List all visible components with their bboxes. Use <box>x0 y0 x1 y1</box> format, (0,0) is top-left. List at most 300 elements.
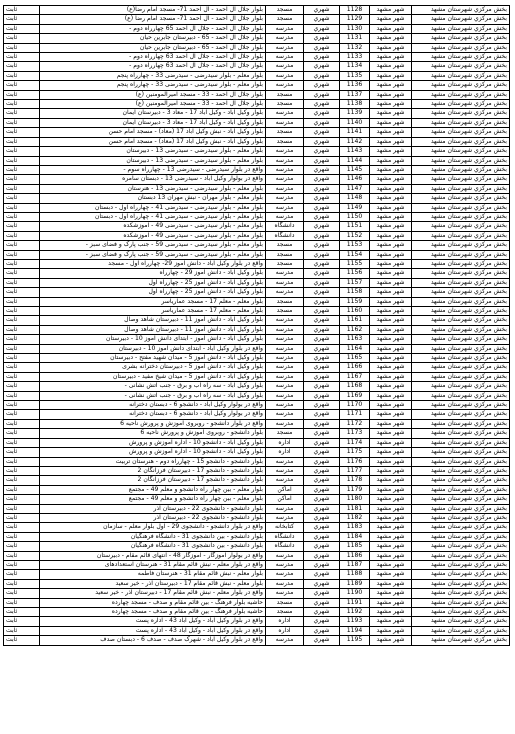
type-cell: مدرسه <box>266 24 304 33</box>
type-cell: مدرسه <box>266 269 304 278</box>
table-row <box>4 241 510 250</box>
address-cell: واقع در بلوار وکیل آباد - ابتدای دانش آموز 10 - دبیرستان <box>40 344 266 353</box>
area-cell: شهري <box>304 288 340 297</box>
code-cell: 1159 <box>340 297 370 306</box>
area-cell: شهري <box>304 307 340 316</box>
table-row <box>4 513 510 522</box>
address-cell: بلوار جلال آل احمد - آل احمد 71- مسجد امام رضا (ع) <box>40 15 266 24</box>
code-cell: 1130 <box>340 24 370 33</box>
type-cell: مدرسه <box>266 579 304 588</box>
table-row <box>4 495 510 504</box>
table-row <box>4 53 510 62</box>
address-cell: بلوار وکیل آباد - وکیل آباد 17 - معاد 3 - دبیرستان ایمان <box>40 118 266 127</box>
status-cell: ثابت <box>4 71 40 80</box>
area-cell: شهري <box>304 156 340 165</box>
address-cell: واقع در بولوار وکیل آباد - دانشجو 6 - دبستان دخترانه <box>40 401 266 410</box>
code-cell: 1173 <box>340 429 370 438</box>
area-cell: شهري <box>304 448 340 457</box>
area-cell: شهري <box>304 212 340 221</box>
table-row <box>4 90 510 99</box>
status-cell: ثابت <box>4 636 40 645</box>
table-row <box>4 391 510 400</box>
table-row <box>4 617 510 626</box>
city-cell: شهر مشهد <box>370 269 412 278</box>
table-row <box>4 636 510 645</box>
address-cell: بلوار وکیل آباد - دانش آموز 11 - دبیرستان شاهد وصال <box>40 325 266 334</box>
address-cell: حاشیه بلوار فرهنگ - بین قائم مقام و صدف - مسجد چهارده <box>40 598 266 607</box>
district-cell: بخش مرکزي شهرستان مشهد <box>412 523 510 532</box>
code-cell: 1167 <box>340 372 370 381</box>
city-cell: شهر مشهد <box>370 344 412 353</box>
type-cell: مدرسه <box>266 325 304 334</box>
address-cell: بلوار معلم - بلوار سیدرضی - سیدرضی 13 - دبیرستان <box>40 147 266 156</box>
address-cell: بلوار معلم - بلوار سیدرضی - سیدرضی 59 - جنب پارک و فضای سبز - <box>40 241 266 250</box>
table-row <box>4 278 510 287</box>
status-cell: ثابت <box>4 438 40 447</box>
city-cell: شهر مشهد <box>370 626 412 635</box>
district-cell: بخش مرکزي شهرستان مشهد <box>412 589 510 598</box>
status-cell: ثابت <box>4 335 40 344</box>
address-cell: واقع در بلوار دانشجو - دانشجوی 29 - اول بلوار معلم - سازمان <box>40 523 266 532</box>
district-cell: بخش مرکزي شهرستان مشهد <box>412 297 510 306</box>
district-cell: بخش مرکزي شهرستان مشهد <box>412 24 510 33</box>
city-cell: شهر مشهد <box>370 175 412 184</box>
city-cell: شهر مشهد <box>370 147 412 156</box>
district-cell: بخش مرکزي شهرستان مشهد <box>412 504 510 513</box>
table-row <box>4 626 510 635</box>
city-cell: شهر مشهد <box>370 278 412 287</box>
district-cell: بخش مرکزي شهرستان مشهد <box>412 194 510 203</box>
type-cell: مدرسه <box>266 560 304 569</box>
table-row <box>4 335 510 344</box>
address-cell: بلوار وکیل آباد - نبش وکیل آباد 17 (معاد) - مسجد امام حسن <box>40 128 266 137</box>
district-cell: بخش مرکزي شهرستان مشهد <box>412 335 510 344</box>
address-cell: بلوار معلم - بلوار سیدرضی - سیدرضی 59 - جنب پارک و فضای سبز - <box>40 250 266 259</box>
district-cell: بخش مرکزي شهرستان مشهد <box>412 457 510 466</box>
city-cell: شهر مشهد <box>370 495 412 504</box>
area-cell: شهري <box>304 259 340 268</box>
table-row <box>4 438 510 447</box>
area-cell: شهري <box>304 71 340 80</box>
area-cell: شهري <box>304 382 340 391</box>
address-cell: بلوار دانشجو - دانشجو 17 - دبیرستان فرزانگان 2 <box>40 476 266 485</box>
type-cell: مسجد <box>266 90 304 99</box>
code-cell: 1138 <box>340 100 370 109</box>
code-cell: 1145 <box>340 165 370 174</box>
city-cell: شهر مشهد <box>370 288 412 297</box>
type-cell: مسجد <box>266 6 304 15</box>
city-cell: شهر مشهد <box>370 325 412 334</box>
area-cell: شهري <box>304 523 340 532</box>
table-row <box>4 344 510 353</box>
address-cell: واقع در بلوار دانشجو - روبروی آموزش و پرورش ناحیه 6 <box>40 419 266 428</box>
status-cell: ثابت <box>4 523 40 532</box>
type-cell: دانشگاه <box>266 542 304 551</box>
code-cell: 1168 <box>340 382 370 391</box>
address-cell: بلوار معلم - بلوار سیدرضی - سیدرضی 33 - چهارراه پنجم <box>40 81 266 90</box>
type-cell: مدرسه <box>266 551 304 560</box>
city-cell: شهر مشهد <box>370 579 412 588</box>
address-cell: بلوار معلم - بلوار سیدرضی - سیدرضی 13 - هنرستان <box>40 184 266 193</box>
district-cell: بخش مرکزي شهرستان مشهد <box>412 391 510 400</box>
city-cell: شهر مشهد <box>370 485 412 494</box>
status-cell: ثابت <box>4 147 40 156</box>
type-cell: مدرسه <box>266 363 304 372</box>
status-cell: ثابت <box>4 212 40 221</box>
status-cell: ثابت <box>4 598 40 607</box>
type-cell: مدرسه <box>266 147 304 156</box>
city-cell: شهر مشهد <box>370 589 412 598</box>
district-cell: بخش مرکزي شهرستان مشهد <box>412 608 510 617</box>
area-cell: شهري <box>304 6 340 15</box>
code-cell: 1149 <box>340 203 370 212</box>
table-row <box>4 118 510 127</box>
address-cell: بلوار وکیل آباد - دانش آموز - ابتدای دانش آموز 10 - دبیرستان <box>40 335 266 344</box>
code-cell: 1190 <box>340 589 370 598</box>
address-cell: واقع در بلوار معلم - نبش قائم مقام 17 - دبیرستان آذر - خیر سعید <box>40 589 266 598</box>
status-cell: ثابت <box>4 156 40 165</box>
code-cell: 1191 <box>340 598 370 607</box>
code-cell: 1156 <box>340 269 370 278</box>
city-cell: شهر مشهد <box>370 363 412 372</box>
type-cell: مدرسه <box>266 203 304 212</box>
type-cell: دانشگاه <box>266 231 304 240</box>
address-cell: بلوار جلال آل احمد - 33 - مسجد امیرالمومنین (ع) <box>40 90 266 99</box>
city-cell: شهر مشهد <box>370 504 412 513</box>
area-cell: شهري <box>304 466 340 475</box>
type-cell: مسجد <box>266 250 304 259</box>
area-cell: شهري <box>304 325 340 334</box>
type-cell: اداره <box>266 448 304 457</box>
area-cell: شهري <box>304 241 340 250</box>
address-cell: بلوار معلم - نبش قائم مقام 17 - دبیرستان آذر - خیر سعید <box>40 579 266 588</box>
district-cell: بخش مرکزي شهرستان مشهد <box>412 401 510 410</box>
type-cell: مدرسه <box>266 466 304 475</box>
code-cell: 1177 <box>340 466 370 475</box>
table-row <box>4 372 510 381</box>
table-row <box>4 579 510 588</box>
table-row <box>4 297 510 306</box>
address-cell: حاشیه بلوار فرهنگ - بین قائم مقام و صدف - مسجد چهارده <box>40 608 266 617</box>
district-cell: بخش مرکزي شهرستان مشهد <box>412 137 510 146</box>
status-cell: ثابت <box>4 203 40 212</box>
area-cell: شهري <box>304 81 340 90</box>
area-cell: شهري <box>304 278 340 287</box>
address-cell: بلوار جلال آل احمد - 65 - دبیرستان جابرین حیان <box>40 34 266 43</box>
district-cell: بخش مرکزي شهرستان مشهد <box>412 34 510 43</box>
table-row <box>4 222 510 231</box>
code-cell: 1180 <box>340 495 370 504</box>
status-cell: ثابت <box>4 231 40 240</box>
district-cell: بخش مرکزي شهرستان مشهد <box>412 278 510 287</box>
address-cell: بلوار معلم - نبش قائم مقام 31 - هنرستان فاطمه <box>40 570 266 579</box>
type-cell: مدرسه <box>266 335 304 344</box>
type-cell: مدرسه <box>266 354 304 363</box>
area-cell: شهري <box>304 231 340 240</box>
type-cell: مدرسه <box>266 316 304 325</box>
city-cell: شهر مشهد <box>370 6 412 15</box>
status-cell: ثابت <box>4 589 40 598</box>
district-cell: بخش مرکزي شهرستان مشهد <box>412 241 510 250</box>
type-cell: مدرسه <box>266 382 304 391</box>
area-cell: شهري <box>304 513 340 522</box>
area-cell: شهري <box>304 137 340 146</box>
address-cell: بلوار معلم - بلوار مهران - نبش مهران 13 دبستان <box>40 194 266 203</box>
status-cell: ثابت <box>4 109 40 118</box>
city-cell: شهر مشهد <box>370 372 412 381</box>
type-cell: مسجد <box>266 128 304 137</box>
type-cell: مدرسه <box>266 175 304 184</box>
type-cell: مسجد <box>266 307 304 316</box>
address-cell: بلوار جلال آل احمد - جلال آل احمد 65 چهارراه دوم - <box>40 24 266 33</box>
district-cell: بخش مرکزي شهرستان مشهد <box>412 53 510 62</box>
city-cell: شهر مشهد <box>370 608 412 617</box>
type-cell: مدرسه <box>266 156 304 165</box>
status-cell: ثابت <box>4 250 40 259</box>
area-cell: شهري <box>304 589 340 598</box>
district-cell: بخش مرکزي شهرستان مشهد <box>412 43 510 52</box>
city-cell: شهر مشهد <box>370 109 412 118</box>
code-cell: 1146 <box>340 175 370 184</box>
code-cell: 1161 <box>340 316 370 325</box>
district-cell: بخش مرکزي شهرستان مشهد <box>412 325 510 334</box>
city-cell: شهر مشهد <box>370 100 412 109</box>
city-cell: شهر مشهد <box>370 15 412 24</box>
type-cell: اداره <box>266 438 304 447</box>
code-cell: 1192 <box>340 608 370 617</box>
code-cell: 1179 <box>340 485 370 494</box>
district-cell: بخش مرکزي شهرستان مشهد <box>412 118 510 127</box>
address-cell: بلوار جلال آل احمد - جلال آل احمد 63 چهارراه دوم - <box>40 62 266 71</box>
city-cell: شهر مشهد <box>370 570 412 579</box>
table-body <box>4 6 510 646</box>
address-cell: بلوار وکیل آباد - دانش آموز 25 - چهارراه اول <box>40 278 266 287</box>
table-row <box>4 363 510 372</box>
city-cell: شهر مشهد <box>370 560 412 569</box>
area-cell: شهري <box>304 175 340 184</box>
code-cell: 1132 <box>340 43 370 52</box>
area-cell: شهري <box>304 608 340 617</box>
district-cell: بخش مرکزي شهرستان مشهد <box>412 231 510 240</box>
city-cell: شهر مشهد <box>370 128 412 137</box>
city-cell: شهر مشهد <box>370 532 412 541</box>
table-row <box>4 109 510 118</box>
district-cell: بخش مرکزي شهرستان مشهد <box>412 109 510 118</box>
status-cell: ثابت <box>4 504 40 513</box>
status-cell: ثابت <box>4 560 40 569</box>
area-cell: شهري <box>304 15 340 24</box>
area-cell: شهري <box>304 551 340 560</box>
code-cell: 1140 <box>340 118 370 127</box>
city-cell: شهر مشهد <box>370 636 412 645</box>
table-row <box>4 542 510 551</box>
status-cell: ثابت <box>4 288 40 297</box>
city-cell: شهر مشهد <box>370 466 412 475</box>
district-cell: بخش مرکزي شهرستان مشهد <box>412 513 510 522</box>
type-cell: مسجد <box>266 15 304 24</box>
city-cell: شهر مشهد <box>370 184 412 193</box>
status-cell: ثابت <box>4 222 40 231</box>
area-cell: شهري <box>304 485 340 494</box>
city-cell: شهر مشهد <box>370 401 412 410</box>
district-cell: بخش مرکزي شهرستان مشهد <box>412 485 510 494</box>
table-row <box>4 551 510 560</box>
type-cell: مدرسه <box>266 513 304 522</box>
area-cell: شهري <box>304 118 340 127</box>
status-cell: ثابت <box>4 53 40 62</box>
area-cell: شهري <box>304 457 340 466</box>
type-cell: مدرسه <box>266 212 304 221</box>
type-cell: مدرسه <box>266 194 304 203</box>
status-cell: ثابت <box>4 466 40 475</box>
table-row <box>4 194 510 203</box>
district-cell: بخش مرکزي شهرستان مشهد <box>412 626 510 635</box>
area-cell: شهري <box>304 194 340 203</box>
area-cell: شهري <box>304 476 340 485</box>
city-cell: شهر مشهد <box>370 429 412 438</box>
status-cell: ثابت <box>4 495 40 504</box>
table-row <box>4 354 510 363</box>
city-cell: شهر مشهد <box>370 523 412 532</box>
type-cell: مدرسه <box>266 109 304 118</box>
district-cell: بخش مرکزي شهرستان مشهد <box>412 570 510 579</box>
table-row <box>4 231 510 240</box>
area-cell: شهري <box>304 297 340 306</box>
address-cell: واقع در بلوار وکیل آباد - دانش آموز 29- چهارراه اول - مسجد <box>40 259 266 268</box>
type-cell: اماکن <box>266 495 304 504</box>
district-cell: بخش مرکزي شهرستان مشهد <box>412 15 510 24</box>
status-cell: ثابت <box>4 391 40 400</box>
status-cell: ثابت <box>4 137 40 146</box>
city-cell: شهر مشهد <box>370 62 412 71</box>
area-cell: شهري <box>304 250 340 259</box>
code-cell: 1165 <box>340 354 370 363</box>
area-cell: شهري <box>304 579 340 588</box>
code-cell: 1143 <box>340 147 370 156</box>
address-cell: بلوار دانشجو - دانشجو 15 - چهارراه دوم - هنرستان تربیت <box>40 457 266 466</box>
table-row <box>4 212 510 221</box>
type-cell: اماکن <box>266 485 304 494</box>
city-cell: شهر مشهد <box>370 203 412 212</box>
district-cell: بخش مرکزي شهرستان مشهد <box>412 250 510 259</box>
code-cell: 1129 <box>340 15 370 24</box>
table-row <box>4 485 510 494</box>
address-cell: بلوار وکیل آباد - وکیل آباد 17 - معاد 3 - دبیرستان ایمان <box>40 109 266 118</box>
type-cell: مدرسه <box>266 504 304 513</box>
status-cell: ثابت <box>4 307 40 316</box>
table-row <box>4 100 510 109</box>
table-row <box>4 269 510 278</box>
status-cell: ثابت <box>4 429 40 438</box>
table-row <box>4 15 510 24</box>
type-cell: مدرسه <box>266 62 304 71</box>
code-cell: 1195 <box>340 636 370 645</box>
district-cell: بخش مرکزي شهرستان مشهد <box>412 62 510 71</box>
address-cell: بلوار جلال آل احمد - آل احمد 71- مسجد امام رضا(ع) <box>40 6 266 15</box>
table-row <box>4 382 510 391</box>
address-cell: بلوار وکیل آباد - سه راه آب و برق - جنب آتش نشانی - <box>40 382 266 391</box>
status-cell: ثابت <box>4 118 40 127</box>
code-cell: 1181 <box>340 504 370 513</box>
status-cell: ثابت <box>4 90 40 99</box>
area-cell: شهري <box>304 203 340 212</box>
status-cell: ثابت <box>4 608 40 617</box>
status-cell: ثابت <box>4 175 40 184</box>
area-cell: شهري <box>304 617 340 626</box>
area-cell: شهري <box>304 532 340 541</box>
status-cell: ثابت <box>4 278 40 287</box>
code-cell: 1150 <box>340 212 370 221</box>
table-row <box>4 570 510 579</box>
status-cell: ثابت <box>4 419 40 428</box>
type-cell: مسجد <box>266 297 304 306</box>
table-row <box>4 81 510 90</box>
address-cell: بلوار وکیل آباد - دانش آموز 25 - چهارراه اول <box>40 288 266 297</box>
table-row <box>4 316 510 325</box>
code-cell: 1154 <box>340 250 370 259</box>
status-cell: ثابت <box>4 194 40 203</box>
status-cell: ثابت <box>4 165 40 174</box>
code-cell: 1142 <box>340 137 370 146</box>
code-cell: 1169 <box>340 391 370 400</box>
code-cell: 1133 <box>340 53 370 62</box>
table-row <box>4 24 510 33</box>
code-cell: 1171 <box>340 410 370 419</box>
address-cell: بلوار معلم - بین چهار راه دانشجو و معلم 49 - مجتمع <box>40 495 266 504</box>
code-cell: 1160 <box>340 307 370 316</box>
type-cell: مدرسه <box>266 589 304 598</box>
type-cell: مدرسه <box>266 118 304 127</box>
table-row <box>4 203 510 212</box>
code-cell: 1136 <box>340 81 370 90</box>
type-cell: اداره <box>266 626 304 635</box>
area-cell: شهري <box>304 401 340 410</box>
type-cell: دانشگاه <box>266 532 304 541</box>
type-cell: مدرسه <box>266 476 304 485</box>
code-cell: 1128 <box>340 6 370 15</box>
table-row <box>4 34 510 43</box>
address-cell: بلوار دانشجو - دانشجوی 22 - دبیرستان آذر <box>40 513 266 522</box>
table-row <box>4 43 510 52</box>
address-cell: بلوار معلم - بلوار سیدرضی - سیدرضی 41 - چهارراه اول - دبستان <box>40 203 266 212</box>
status-cell: ثابت <box>4 551 40 560</box>
table-row <box>4 184 510 193</box>
area-cell: شهري <box>304 90 340 99</box>
code-cell: 1175 <box>340 448 370 457</box>
type-cell: مدرسه <box>266 636 304 645</box>
status-cell: ثابت <box>4 617 40 626</box>
address-cell: بلوار وکیل آباد - نبش وکیل آباد 17 (معاد) - مسجد امام حسن <box>40 137 266 146</box>
address-cell: بلوار دانشجو - بین دانشجوی 31 - دانشگاه فرهنگیان <box>40 542 266 551</box>
area-cell: شهري <box>304 419 340 428</box>
district-cell: بخش مرکزي شهرستان مشهد <box>412 363 510 372</box>
type-cell: اداره <box>266 617 304 626</box>
city-cell: شهر مشهد <box>370 476 412 485</box>
status-cell: ثابت <box>4 297 40 306</box>
table-row <box>4 128 510 137</box>
address-cell: بلوار جلال آل احمد - 33 - مسجد امیرالمومنین (ع) <box>40 100 266 109</box>
type-cell: مدرسه <box>266 43 304 52</box>
city-cell: شهر مشهد <box>370 419 412 428</box>
table-row <box>4 457 510 466</box>
area-cell: شهري <box>304 62 340 71</box>
city-cell: شهر مشهد <box>370 391 412 400</box>
district-cell: بخش مرکزي شهرستان مشهد <box>412 438 510 447</box>
status-cell: ثابت <box>4 128 40 137</box>
table-row <box>4 175 510 184</box>
code-cell: 1135 <box>340 71 370 80</box>
code-cell: 1189 <box>340 579 370 588</box>
